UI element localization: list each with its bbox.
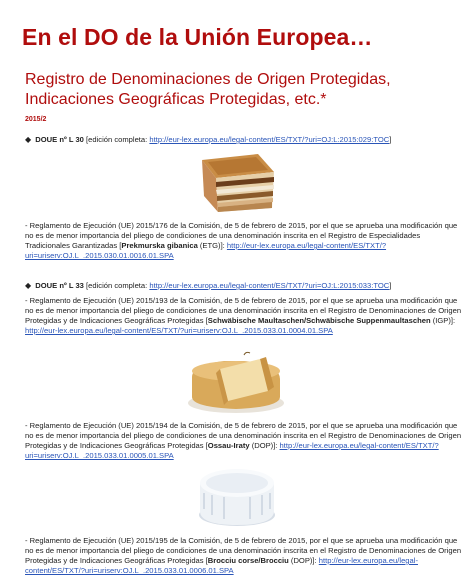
doue-suffix: ] (389, 135, 392, 144)
doue-prefix: [edición completa: (86, 135, 150, 144)
regulation-link[interactable]: http://eur-lex.europa.eu/legal-content/ES/TXT/?uri=uriserv:OJ.L_.2015.033.01.0004.01.SPA (25, 326, 333, 335)
bullet-icon: ◆ (25, 135, 32, 144)
designation: (DOP)]: (249, 441, 280, 450)
product-name: Schwäbische Maultaschen/Schwäbische Suppenmaultaschen (207, 316, 431, 325)
regulation-paragraph-2 (25, 296, 465, 336)
doue-label: DOUE nº L 33 (35, 281, 84, 290)
product-name: Prekmurska gibanica (121, 241, 198, 250)
bullet-icon: ◆ (25, 281, 32, 290)
regulation-paragraph-3 (25, 421, 465, 461)
doue-toc-link[interactable]: http://eur-lex.europa.eu/legal-content/ES/TXT/?uri=OJ:L:2015:029:TOC (149, 135, 390, 144)
regulation-link[interactable]: http://eur-lex.europa.eu/legal-content/ES/TXT/?uri=uriserv:OJ.L_.2015.033.01.0006.01.SPA (25, 556, 418, 575)
designation: (ETG)]: (197, 241, 227, 250)
ossau-iraty-cheese-image (184, 347, 288, 415)
regulation-paragraph-1 (25, 221, 465, 261)
prekmurska-gibanica-cake-image (196, 150, 278, 214)
page-title: En el DO de la Unión Europea… (22, 24, 373, 50)
doue-toc-link[interactable]: http://eur-lex.europa.eu/legal-content/ES/TXT/?uri=OJ:L:2015:033:TOC (149, 281, 390, 290)
product-name: Brocciu corse/Brocciu (207, 556, 289, 565)
post-subtitle: Registro de Denominaciones de Origen Protegidas, Indicaciones Geográficas Protegidas, etc.* (25, 71, 391, 108)
regulation-text: - Reglamento de Ejecución (UE) 2015/193 de la Comisión, de 5 de febrero de 2015, por el que se aprueba una modificación que no es de menor importancia del pliego de condiciones de una denominación inscrita en el Registro de Denominaciones de Origen Protegidas y de Indicaciones Geográficas Protegidas [ (25, 296, 462, 325)
regulation-text: - Reglamento de Ejecución (UE) 2015/176 de la Comisión, de 5 de febrero de 2015, por el que se aprueba una modificación que no es de menor importancia del pliego de condiciones de una denominación inscrita en el Registro de Especialidades Tradicionales Garantizadas [ (25, 221, 458, 250)
doue-label: DOUE nº L 30 (35, 135, 84, 144)
product-name: Ossau-Iraty (207, 441, 250, 450)
regulation-text: - Reglamento de Ejecución (UE) 2015/194 de la Comisión, de 5 de febrero de 2015, por el que se aprueba una modificación que no es de menor importancia del pliego de condiciones de una denominación inscrita en el Registro de Denominaciones de Origen Protegidas y de Indicaciones Geográficas Protegidas [ (25, 421, 462, 450)
doue-prefix: [edición completa: (86, 281, 150, 290)
designation: (IGP)]: (430, 316, 456, 325)
designation: (DOP)]: (288, 556, 319, 565)
doue-reference-1 (25, 135, 391, 144)
post-date: 2015/2 (25, 116, 47, 123)
regulation-link[interactable]: http://eur-lex.europa.eu/legal-content/ES/TXT/?uri=uriserv:OJ.L_.2015.033.01.0005.01.SPA (25, 441, 439, 460)
doue-suffix: ] (389, 281, 392, 290)
brocciu-cheese-image (196, 463, 278, 529)
doue-reference-2 (25, 281, 391, 290)
regulation-paragraph-4 (25, 536, 465, 576)
regulation-text: - Reglamento de Ejecución (UE) 2015/195 de la Comisión, de 5 de febrero de 2015, por el que se aprueba una modificación que no es de menor importancia del pliego de condiciones de una denominación inscrita en el Registro de Denominaciones de Origen Protegidas y de Indicaciones Geográficas Protegidas [ (25, 536, 462, 565)
regulation-link[interactable]: http://eur-lex.europa.eu/legal-content/ES/TXT/?uri=uriserv:OJ.L_.2015.030.01.0016.01.SPA (25, 241, 387, 260)
